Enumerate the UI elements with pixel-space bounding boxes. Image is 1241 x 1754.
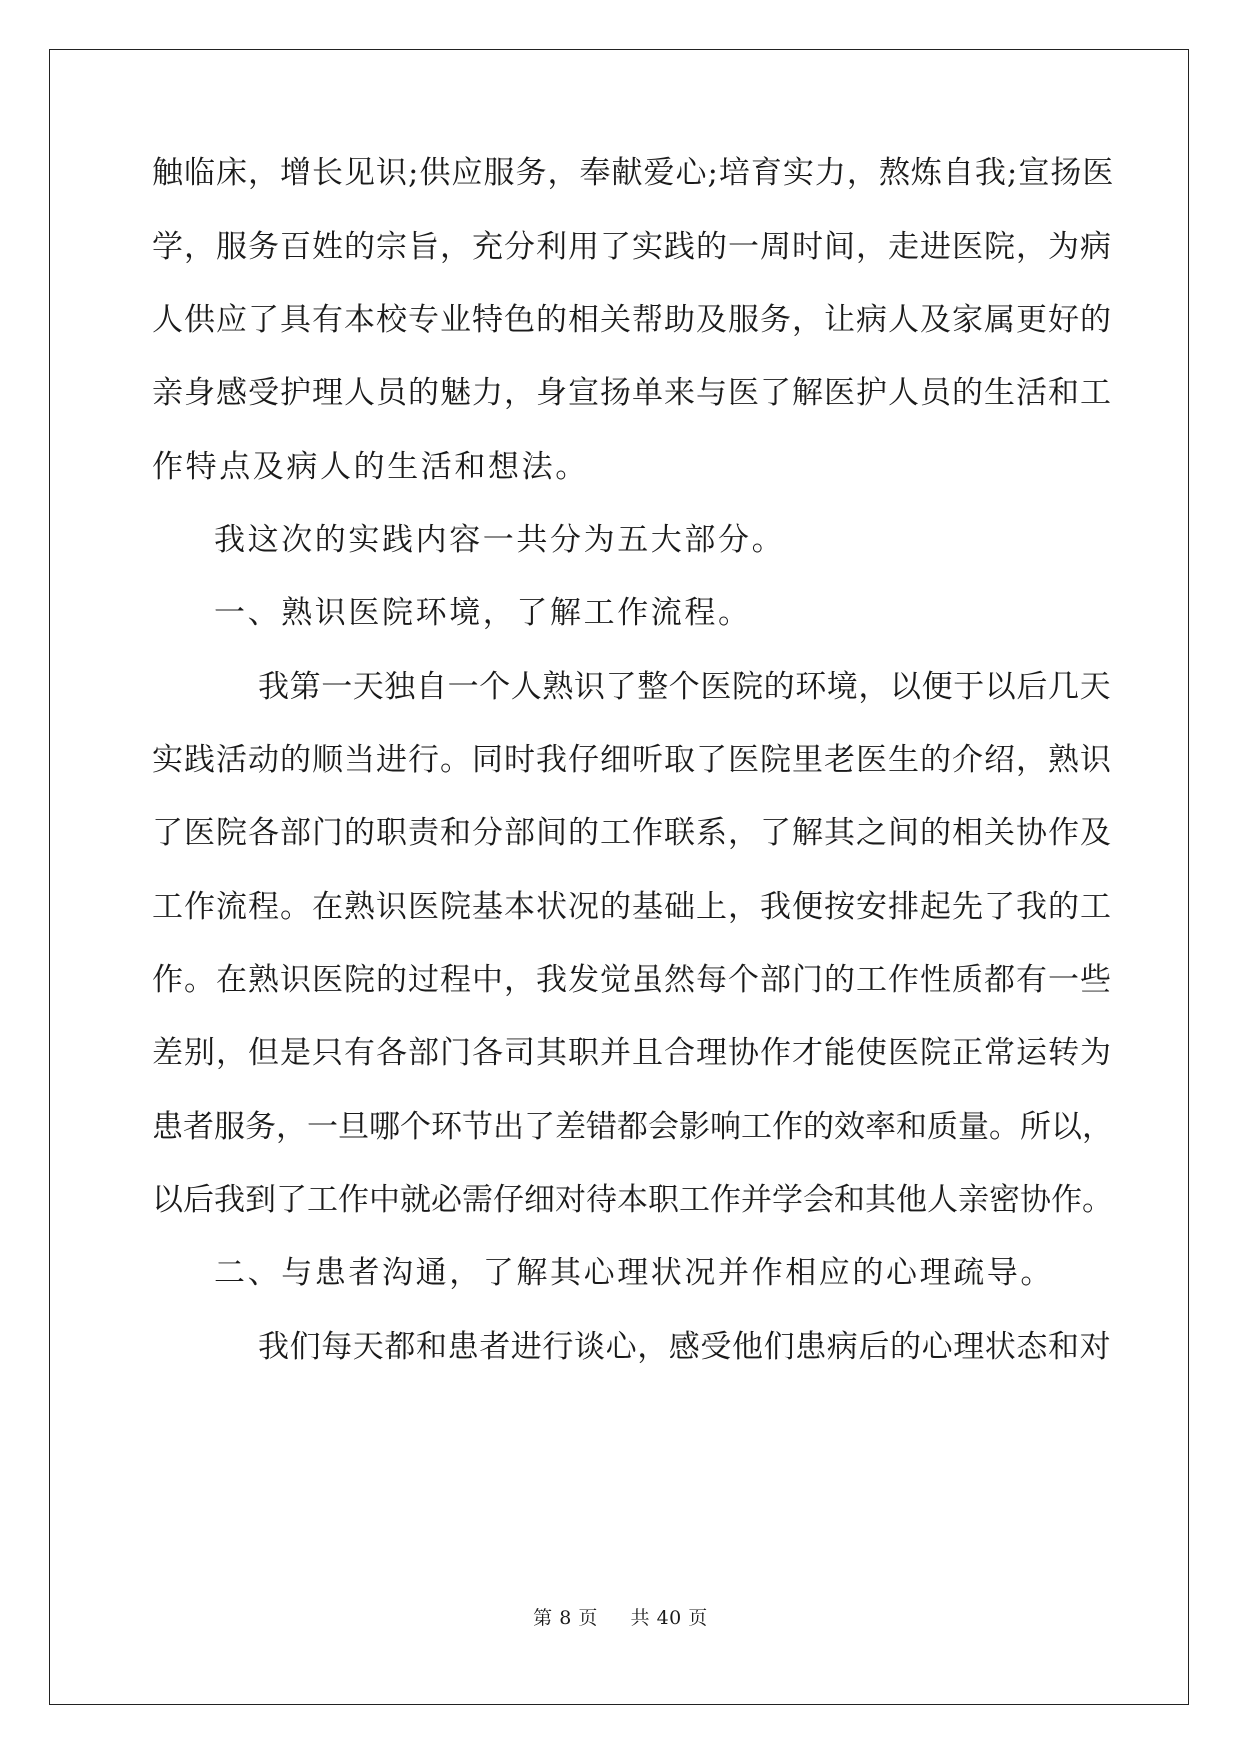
page-border [49, 49, 1189, 1705]
paragraph-line: 我第一天独自一个人熟识了整个医院的环境，以便于以后几天 [258, 669, 1112, 705]
paragraph-line: 我这次的实践内容一共分为五大部分。 [214, 522, 786, 558]
text-line: 亲身感受护理人员的魅力，身宣扬单来与医了解医护人员的生活和工 [152, 375, 1112, 411]
section-heading-1: 一、熟识医院环境，了解工作流程。 [214, 595, 752, 631]
page-total: 共 40 页 [630, 1607, 708, 1629]
text-line: 患者服务，一旦哪个环节出了差错都会影响工作的效率和质量。所以， [152, 1109, 1113, 1145]
text-line: 以后我到了工作中就必需仔细对待本职工作并学会和其他人亲密协作。 [152, 1182, 1113, 1218]
text-line: 差别，但是只有各部门各司其职并且合理协作才能使医院正常运转为 [152, 1035, 1112, 1071]
page-number: 第 8 页 [533, 1607, 598, 1629]
text-line: 了医院各部门的职责和分部间的工作联系，了解其之间的相关协作及 [152, 815, 1112, 851]
text-line: 工作流程。在熟识医院基本状况的基础上，我便按安排起先了我的工 [152, 889, 1112, 925]
page-footer [0, 1606, 1241, 1630]
text-line: 作特点及病人的生活和想法。 [152, 449, 589, 485]
section-heading-2: 二、与患者沟通，了解其心理状况并作相应的心理疏导。 [214, 1255, 1054, 1291]
text-line: 人供应了具有本校专业特色的相关帮助及服务，让病人及家属更好的 [152, 302, 1112, 338]
text-line: 实践活动的顺当进行。同时我仔细听取了医院里老医生的介绍，熟识 [152, 742, 1112, 778]
text-line: 学，服务百姓的宗旨，充分利用了实践的一周时间，走进医院，为病 [152, 229, 1112, 265]
text-line: 作。在熟识医院的过程中，我发觉虽然每个部门的工作性质都有一些 [152, 962, 1112, 998]
paragraph-line: 我们每天都和患者进行谈心，感受他们患病后的心理状态和对 [258, 1329, 1112, 1365]
text-line: 触临床，增长见识;供应服务，奉献爱心;培育实力，熬炼自我;宣扬医 [152, 155, 1115, 191]
